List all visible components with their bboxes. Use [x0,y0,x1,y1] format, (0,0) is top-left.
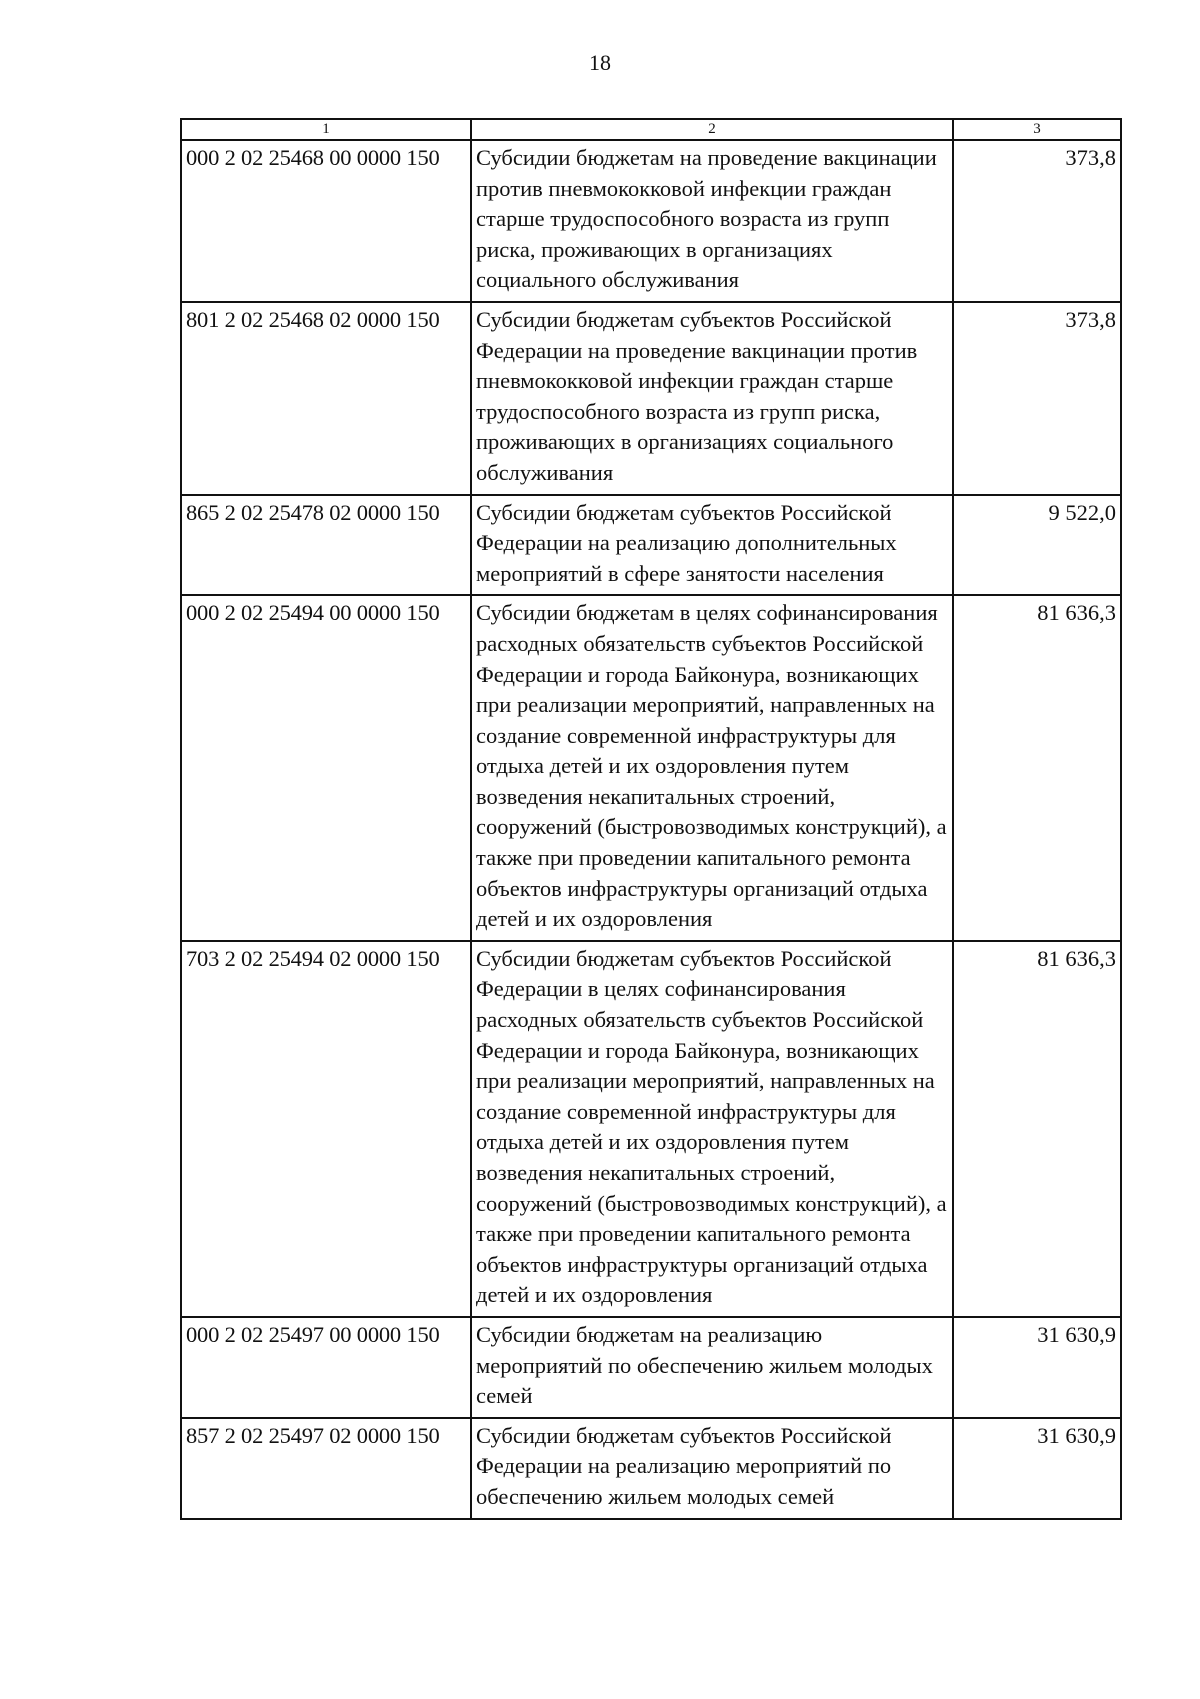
column-header-code: 1 [181,119,471,140]
table-row [181,595,1121,941]
amount-cell: 31 630,9 [953,1317,1121,1418]
description-cell: Субсидии бюджетам субъектов Российской Федерации на реализацию дополнительных мероприятий в сфере занятости населения [471,495,953,596]
column-header-amount: 3 [953,119,1121,140]
table-row [181,1418,1121,1519]
amount-cell: 9 522,0 [953,495,1121,596]
description-cell: Субсидии бюджетам на проведение вакцинации против пневмококковой инфекции граждан старше трудоспособного возраста из групп риска, проживающих в организациях социального обслуживания [471,140,953,302]
budget-code-cell: 857 2 02 25497 02 0000 150 [181,1418,471,1519]
budget-code-cell: 000 2 02 25468 00 0000 150 [181,140,471,302]
amount-cell: 81 636,3 [953,595,1121,941]
description-cell: Субсидии бюджетам субъектов Российской Федерации на проведение вакцинации против пневмококковой инфекции граждан старше трудоспособного возраста из групп риска, проживающих в организациях социального обслуживания [471,302,953,495]
budget-code-cell: 000 2 02 25494 00 0000 150 [181,595,471,941]
table-header-row [181,119,1121,140]
description-cell: Субсидии бюджетам субъектов Российской Федерации в целях софинансирования расходных обязательств субъектов Российской Федерации и города Байконура, возникающих при реализации мероприятий, направленных на создание современной инфраструктуры для отдыха детей и их оздоровления путем возведения некапитальных строений, сооружений (быстровозводимых конструкций), а также при проведении капитального ремонта объектов инфраструктуры организаций отдыха детей и их оздоровления [471,941,953,1317]
description-cell: Субсидии бюджетам на реализацию мероприятий по обеспечению жильем молодых семей [471,1317,953,1418]
budget-code-cell: 703 2 02 25494 02 0000 150 [181,941,471,1317]
table-row [181,495,1121,596]
budget-code-cell: 000 2 02 25497 00 0000 150 [181,1317,471,1418]
table-row [181,1317,1121,1418]
budget-table [180,118,1122,1520]
description-cell: Субсидии бюджетам субъектов Российской Федерации на реализацию мероприятий по обеспечению жильем молодых семей [471,1418,953,1519]
amount-cell: 373,8 [953,302,1121,495]
description-cell: Субсидии бюджетам в целях софинансирования расходных обязательств субъектов Российской Федерации и города Байконура, возникающих при реализации мероприятий, направленных на создание современной инфраструктуры для отдыха детей и их оздоровления путем возведения некапитальных строений, сооружений (быстровозводимых конструкций), а также при проведении капитального ремонта объектов инфраструктуры организаций отдыха детей и их оздоровления [471,595,953,941]
table-row [181,941,1121,1317]
budget-code-cell: 865 2 02 25478 02 0000 150 [181,495,471,596]
column-header-name: 2 [471,119,953,140]
amount-cell: 81 636,3 [953,941,1121,1317]
table-row [181,140,1121,302]
page-number: 18 [589,50,611,75]
amount-cell: 31 630,9 [953,1418,1121,1519]
budget-code-cell: 801 2 02 25468 02 0000 150 [181,302,471,495]
table-row [181,302,1121,495]
amount-cell: 373,8 [953,140,1121,302]
